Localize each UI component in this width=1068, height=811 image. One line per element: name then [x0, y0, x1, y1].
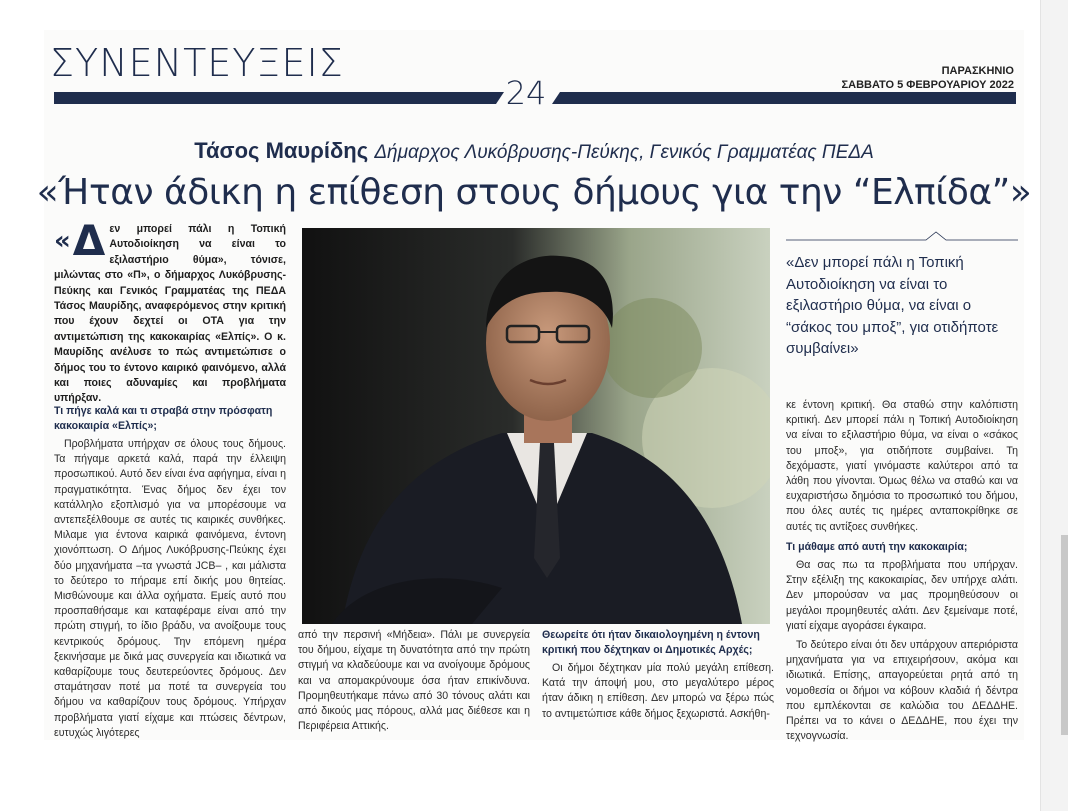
question-3: Τι μάθαμε από αυτή την κακοκαιρία; [786, 541, 968, 553]
header-rule-left [54, 92, 496, 104]
answer-2-part-1: Οι δήμοι δέχτηκαν μία πολύ μεγάλη επίθεση. Κατά την άποψή μου, στο μεγαλύτερο μέρος ήταν άδικη η επίθεση. Δεν μπορώ να ξέρω πώς το αντιμετώπισε κάθε δήμος ξεχωριστά. Ασκήθη- [542, 662, 774, 720]
section-title: ΣΥΝΕΝΤΕΥΞΕΙΣ [50, 41, 344, 85]
answer-3-part-1: Θα σας πω τα προβλήματα που υπήρχαν. Στην εξέλιξη της κακοκαιρίας, δεν υπήρχε αλάτι. Δεν μπορούσαν να μας προμηθεύσουν οι μεγάλοι προμηθευτές αλάτι. Δεν ξεμείναμε ποτέ, γιατί είχαμε αγοράσει έγκαιρα. [786, 559, 1018, 632]
opening-quote: « [54, 226, 71, 256]
pullquote-rule [786, 230, 1018, 250]
question-2: Θεωρείτε ότι ήταν δικαιολογημένη η έντονη κριτική που δέχτηκαν οι Δημοτικές Αρχές; [542, 629, 760, 656]
lead-paragraph [54, 216, 286, 407]
byline [0, 138, 1068, 164]
publication-name: ΠΑΡΑΣΚΗΝΙΟ [941, 65, 1014, 77]
column-3 [542, 628, 774, 722]
lead-text: εν μπορεί πάλι η Τοπική Αυτοδιοίκηση να είναι το εξιλαστήριο θύμα», τόνισε, μιλώντας στο «Π», ο δήμαρχος Λυκόβρυσης-Πεύκης και Γενικός Γραμματέας της ΠΕΔΑ Τάσος Μαυρίδης, αναφερόμενος στην κριτική που έχουν δεχτεί οι ΟΤΑ για την αντιμετώπιση της κακοκαιρίας «Ελπίς». Ο κ. Μαυρίδης ανέλυσε το πώς αντιμετώπισε ο δήμος του το έντονο καιρικό φαινόμενο, αλλά και ποιες αδυναμίες και προβλήματα υπήρξαν. [54, 223, 286, 405]
portrait-photo [302, 228, 770, 624]
interviewee-name: Τάσος Μαυρίδης [194, 138, 369, 163]
page-number: 24 [505, 74, 547, 112]
column-4 [786, 398, 1018, 535]
pull-quote: «Δεν μπορεί πάλι η Τοπική Αυτοδιοίκηση να είναι το εξιλαστήριο θύμα, να είναι ο “σάκος του μποξ”, για οτιδήποτε συμβαίνει» [786, 254, 999, 357]
dropcap-letter: Δ [72, 216, 106, 265]
publication-date: ΣΑΒΒΑΤΟ 5 ΦΕΒΡΟΥΑΡΙΟΥ 2022 [841, 79, 1014, 91]
scrollbar-thumb[interactable] [1061, 535, 1068, 735]
column-1 [54, 404, 286, 741]
answer-3-part-2: Το δεύτερο είναι ότι δεν υπάρχουν απεριόριστα μηχανήματα για να επιχειρήσουν, ακόμα και ιδιωτικά. Επίσης, απαγορεύεται ρητά από τη νομοθεσία οι δήμοι να κόβουν κλαδιά ή δέντρα που εμπλέκονται σε καλώδια του ΔΕΔΔΗΕ. Πρέπει να το κάνει ο ΔΕΔΔΗΕ, που έχει την τεχνογνωσία. [786, 639, 1018, 743]
question-1: Τι πήγε καλά και τι στραβά στην πρόσφατη κακοκαιρία «Ελπίς»; [54, 405, 273, 432]
answer-1-part-2: από την περσινή «Μήδεια». Πάλι με συνεργεία του δήμου, είχαμε τη δυνατότητα από την πρώτη στιγμή να κλαδεύουμε και να ανοίγουμε δρόμους και να απομακρύνουμε όσα ήταν επικίνδυνα. Προμηθευτήκαμε πάνω από 30 τόνους αλάτι και από δικούς μας πόρους, αλλά μας διέθεσε και η Περιφέρεια Αττικής. [298, 629, 530, 733]
answer-2-part-2: κε έντονη κριτική. Θα σταθώ στην καλόπιστη κριτική. Δεν μπορεί πάλι η Τοπική Αυτοδιοίκηση να είναι το εξιλαστήριο θύμα, να είναι ο «σάκος του μποξ», για οτιδήποτε συμβαίνει. Τη δεχόμαστε, γιατί γινόμαστε καλύτεροι από τα λάθη που γίνονται. Όμως θέλω να σταθώ και να ευχαριστήσω δημόσια το προσωπικό του δήμου, που όλες αυτές τις ημέρες ανταποκρίθηκε σε αυτές τις αντίξοες συνθήκες. [786, 399, 1018, 533]
column-4-lower [786, 540, 1018, 744]
column-2 [298, 628, 530, 734]
answer-1-part-1: Προβλήματα υπήρχαν σε όλους τους δήμους. Τα πήγαμε αρκετά καλά, παρά την έλλειψη προσωπικού. Αυτό δεν είναι ένα αφήγημα, είναι η πραγματικότητα. Ένας δήμος δεν έχει τον κατάλληλο εξοπλισμό για να μπορέσουμε να αντεπεξέλθουμε σε αυτές τις καιρικές συνθήκες. Μιλαμε για έντονα καιρικά φαινόμενα, έντονη χιονόπτωση. Ο Δήμος Λυκόβρυσης-Πεύκης έχει δύο μηχανήματα –τα γνωστά JCB– , και μάλιστα το δεύτερο το πήραμε επί δικής μου θητείας. Μισθώνουμε και άλλα οχήματα. Εμείς αυτό που προσπαθήσαμε και καταφέραμε είναι από την πρώτη στιγμή, το ίδιο βράδυ, να ανοίξουμε τους κεντρικούς δρόμους. Την επόμενη ημέρα ξεκινήσαμε με δικά μας συνεργεία και ιδιωτικά να καθαρίζουμε τους δευτερεύοντες δρόμους. Δεν σταμάτησαν ποτέ μα ποτέ τα συνεργεία του δήμου να καθαρίζουν τους δρόμους. Υπήρχαν προβλήματα γιατί είχαμε και πτώσεις δέντρων, ευτυχώς λιγότερες [54, 438, 286, 739]
interviewee-role: Δήμαρχος Λυκόβρυσης-Πεύκης, Γενικός Γραμματέας ΠΕΔΑ [374, 142, 874, 163]
dropcap [54, 216, 106, 265]
vertical-scrollbar[interactable] [1040, 0, 1068, 811]
headline: «Ήταν άδικη η επίθεση στους δήμους για την “Ελπίδα”» [36, 172, 1032, 213]
header-rule-right [560, 92, 1016, 104]
